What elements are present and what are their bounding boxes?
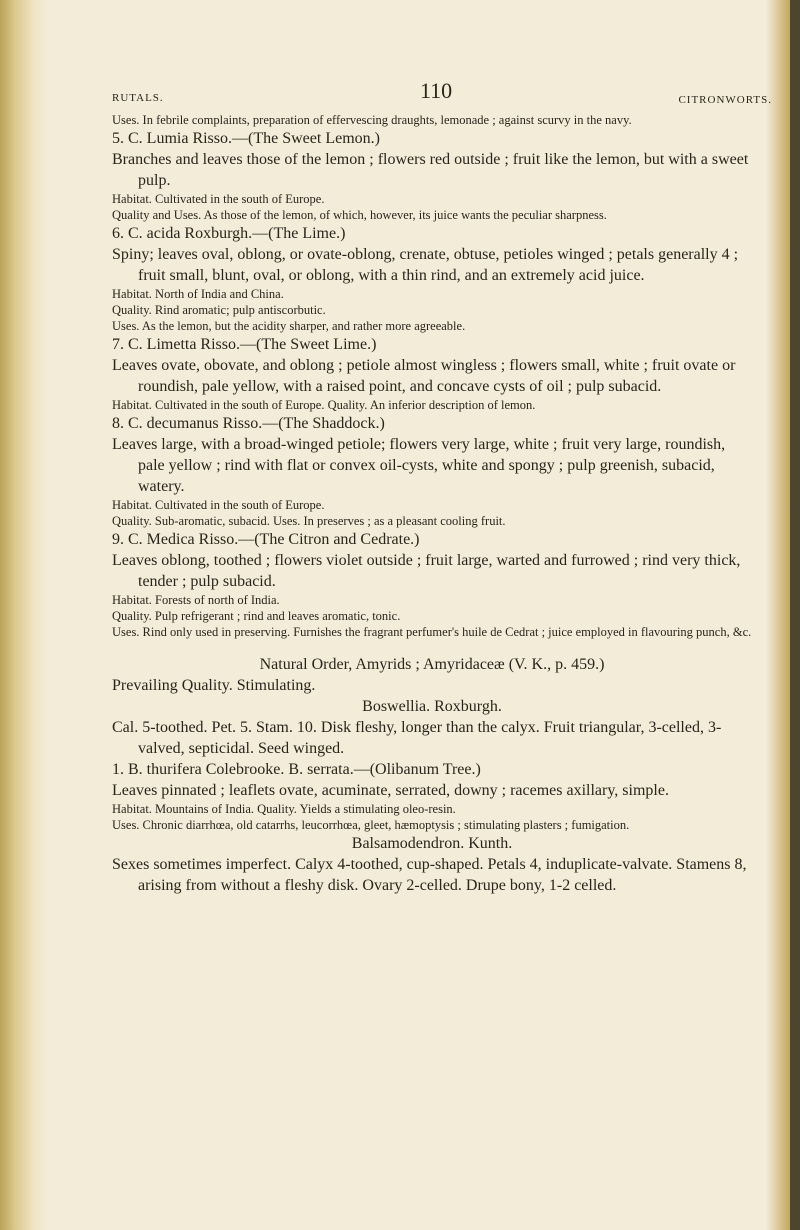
text-line: Habitat. Cultivated in the south of Europe. Quality. An inferior description of lemon.: [112, 398, 536, 412]
text-line: Habitat. Cultivated in the south of Europe.: [112, 192, 325, 206]
text-line: Quality. Pulp refrigerant ; rind and leaves aromatic, tonic.: [112, 609, 401, 623]
text-line: Habitat. Mountains of India. Quality. Yields a stimulating oleo-resin.: [112, 802, 456, 816]
page-number: 110: [420, 78, 453, 103]
text-line: Habitat. Cultivated in the south of Europe.: [112, 498, 325, 512]
text-line: Habitat. North of India and China.: [112, 287, 284, 301]
text-line: Leaves oblong, toothed ; flowers violet outside ; fruit large, warted and furrowed ; rind very thick, tender ; pulp subacid.: [112, 552, 741, 590]
text-line: Spiny; leaves oval, oblong, or ovate-oblong, crenate, obtuse, petioles winged ; petals generally 4 ; fruit small, blunt, oval, or oblong, with a thin rind, and an extremely acid juice.: [112, 246, 739, 284]
text-line: Boswellia. Roxburgh.: [362, 698, 502, 715]
page-edge-left: [0, 0, 48, 1230]
text-line: Cal. 5-toothed. Pet. 5. Stam. 10. Disk fleshy, longer than the calyx. Fruit triangular, 3-celled, 3-valved, septicidal. Seed winged.: [112, 719, 722, 757]
text-line: Uses. Rind only used in preserving. Furnishes the fragrant perfumer's huile de Cedrat ; juice employed in flavouring punch, &c.: [112, 625, 752, 639]
text-line: 7. C. Limetta Risso.—(The Sweet Lime.): [112, 336, 377, 353]
text-line: 8. C. decumanus Risso.—(The Shaddock.): [112, 415, 385, 432]
text-line: Quality. Rind aromatic; pulp antiscorbutic.: [112, 303, 326, 317]
text-line: Prevailing Quality. Stimulating.: [112, 677, 316, 694]
text-line: 5. C. Lumia Risso.—(The Sweet Lemon.): [112, 130, 380, 147]
page-body: [112, 112, 752, 896]
text-line: Sexes sometimes imperfect. Calyx 4-toothed, cup-shaped. Petals 4, induplicate-valvate. Stamens 8, arising from without a fleshy disk. Ovary 2-celled. Drupe bony, 1-2 celled.: [112, 856, 747, 894]
text-line: Quality. Sub-aromatic, subacid. Uses. In preserves ; as a pleasant cooling fruit.: [112, 514, 506, 528]
text-line: Leaves pinnated ; leaflets ovate, acuminate, serrated, downy ; racemes axillary, simple.: [112, 782, 669, 799]
text-line: 1. B. thurifera Colebrooke. B. serrata.—(Olibanum Tree.): [112, 761, 481, 778]
book-page: [112, 78, 772, 896]
text-line: Branches and leaves those of the lemon ; flowers red outside ; fruit like the lemon, but with a sweet pulp.: [112, 151, 749, 189]
running-head-left: RUTALS.: [112, 92, 164, 104]
text-line: Uses. Chronic diarrhœa, old catarrhs, leucorrhœa, gleet, hæmoptysis ; stimulating plasters ; fumigation.: [112, 818, 630, 832]
text-line: 6. C. acida Roxburgh.—(The Lime.): [112, 225, 346, 242]
text-line: Leaves ovate, obovate, and oblong ; petiole almost wingless ; flowers small, white ; fruit ovate or roundish, pale yellow, with a raised point, and concave cysts of oil ; pulp subacid.: [112, 357, 736, 395]
text-line: Leaves large, with a broad-winged petiole; flowers very large, white ; fruit very large, roundish, pale yellow ; rind with flat or convex oil-cysts, white and spongy ; pulp greenish, subacid, watery.: [112, 436, 726, 495]
text-line: 9. C. Medica Risso.—(The Citron and Cedrate.): [112, 531, 420, 548]
text-line: Balsamodendron. Kunth.: [351, 835, 513, 852]
text-line: Uses. In febrile complaints, preparation of effervescing draughts, lemonade ; against scurvy in the navy.: [112, 113, 632, 127]
page-edge-right-shadow: [790, 0, 800, 1230]
text-line: Uses. As the lemon, but the acidity sharper, and rather more agreeable.: [112, 319, 466, 333]
page-header: [112, 78, 772, 112]
text-line: Quality and Uses. As those of the lemon, of which, however, its juice wants the peculiar sharpness.: [112, 208, 607, 222]
text-line: Habitat. Forests of north of India.: [112, 593, 280, 607]
running-head-right: CITRONWORTS.: [678, 94, 772, 106]
spacer: [112, 640, 752, 654]
text-line: Natural Order, Amyrids ; Amyridaceæ (V. K., p. 459.): [259, 656, 605, 673]
